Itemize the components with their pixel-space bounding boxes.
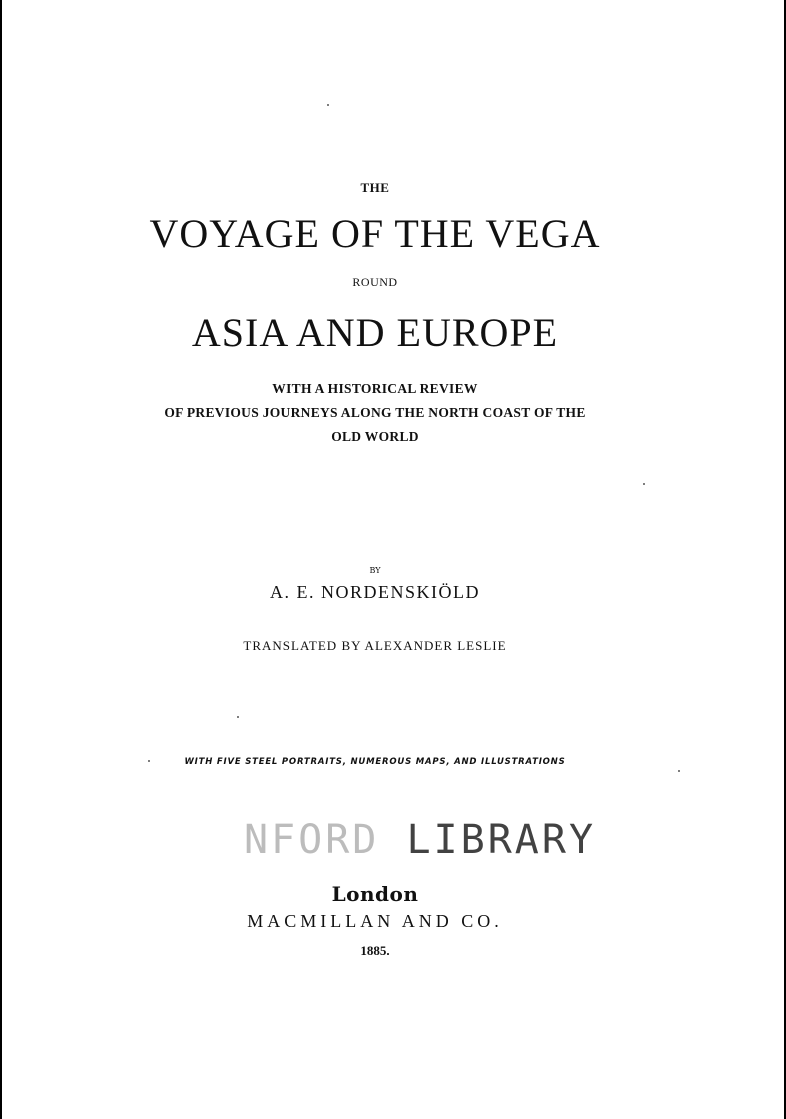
author: A. E. NORDENSKIÖLD xyxy=(270,582,480,602)
library-stamp xyxy=(45,817,786,863)
stamp-strong-text: LIBRARY xyxy=(406,817,597,863)
translator: TRANSLATED BY ALEXANDER LESLIE xyxy=(243,638,507,653)
paper-speck xyxy=(643,483,645,485)
illustrations-note: WITH FIVE STEEL PORTRAITS, NUMEROUS MAPS, AND ILLUSTRATIONS xyxy=(184,757,566,767)
main-title: VOYAGE OF THE VEGA xyxy=(149,211,601,256)
publisher: MACMILLAN AND CO. xyxy=(247,911,503,931)
review-line-3: OLD WORLD xyxy=(331,429,419,444)
stamp-faint-text: NFORD xyxy=(243,817,380,863)
round-label: ROUND xyxy=(352,275,398,289)
paper-speck xyxy=(678,770,680,772)
paper-speck xyxy=(327,104,329,106)
place-london: London xyxy=(331,882,419,906)
subtitle: ASIA AND EUROPE xyxy=(191,310,559,355)
paper-speck xyxy=(148,760,150,762)
by-label: BY xyxy=(369,566,381,575)
year: 1885. xyxy=(360,943,390,958)
paper-speck xyxy=(237,716,239,718)
review-line-1: WITH A HISTORICAL REVIEW xyxy=(272,381,478,396)
the-label: THE xyxy=(360,180,390,195)
review-line-2: OF PREVIOUS JOURNEYS ALONG THE NORTH COAST OF THE xyxy=(164,405,586,420)
